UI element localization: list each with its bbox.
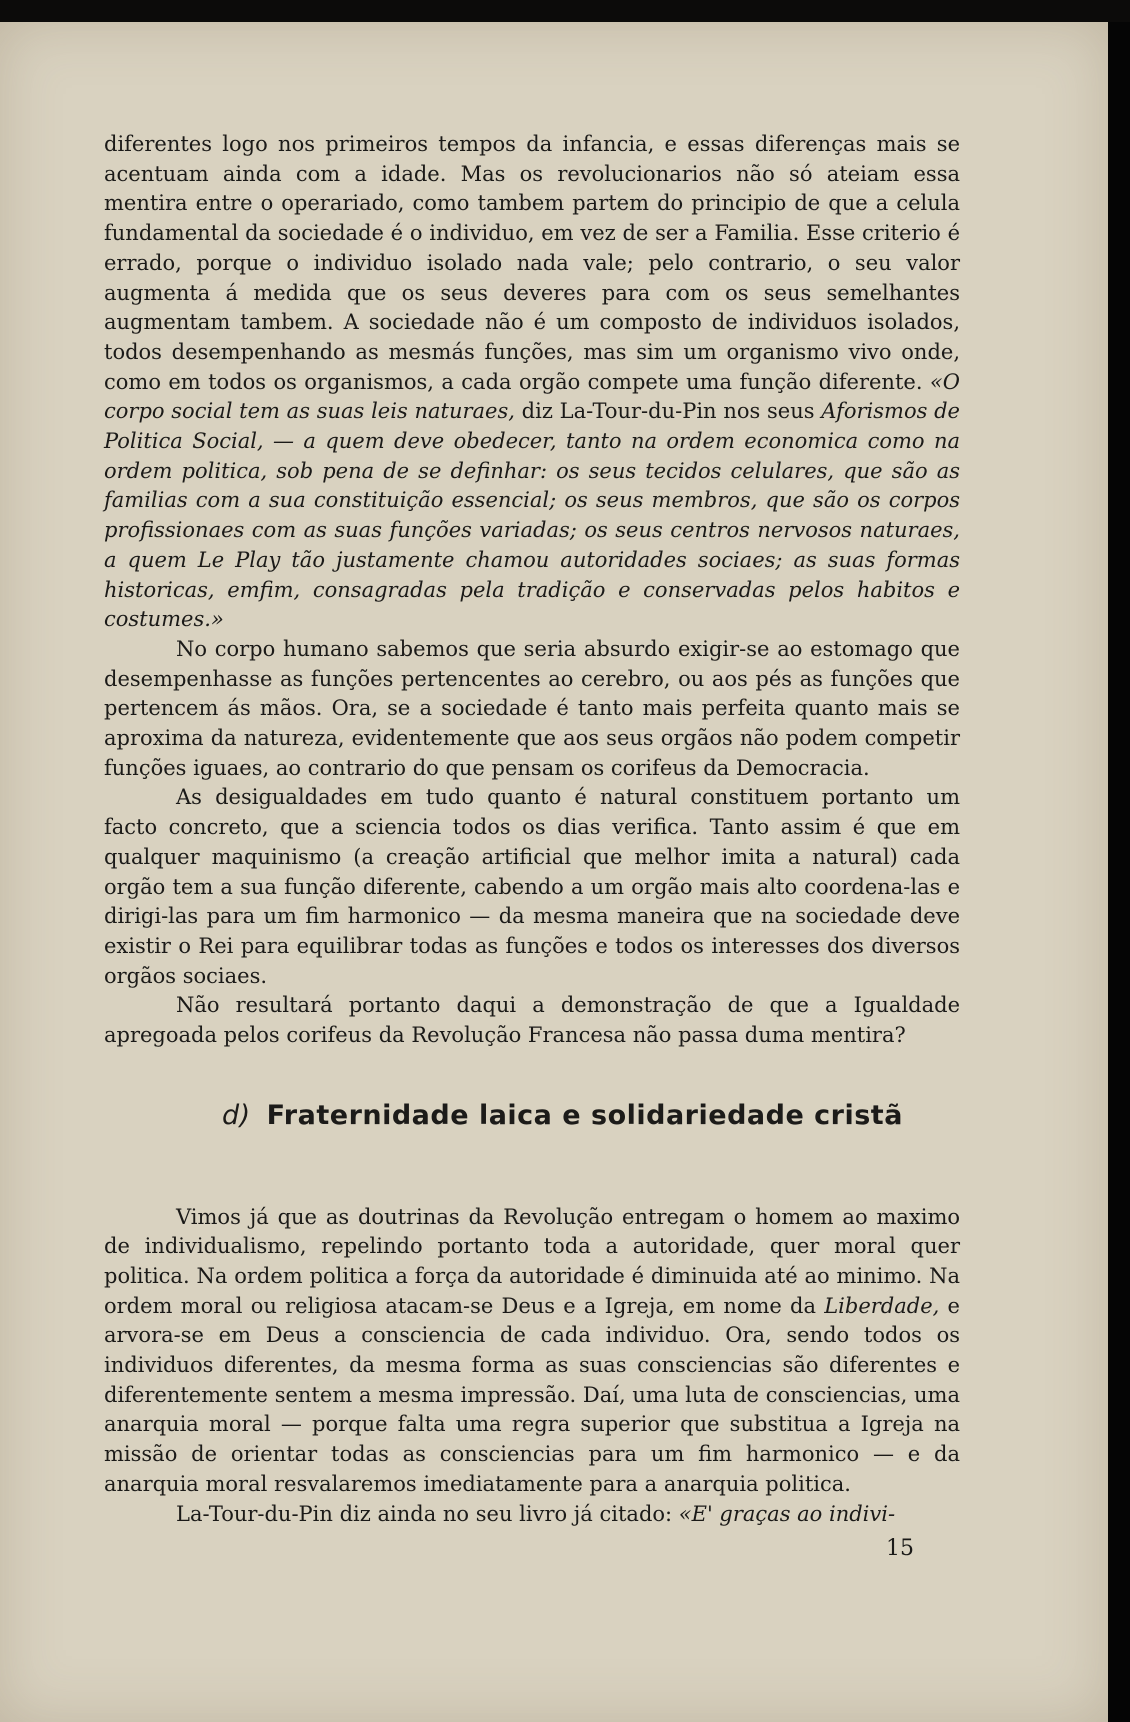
paragraph-1-attribution: diz La-Tour-du-Pin nos seus bbox=[521, 399, 815, 424]
quote-start: «O corpo social tem as suas leis naturaes, bbox=[104, 369, 960, 424]
paragraph-5-text-a: Vimos já que as doutrinas da Revolução entregam o homem ao maximo de individualismo, repelindo portanto toda a autoridade, quer moral quer politica. Na ordem politica a força da autoridade é diminuida até ao minimo. Na ordem moral ou religiosa atacam-se Deus e a Igreja, em nome da bbox=[104, 1204, 960, 1318]
paragraph-1-text: diferentes logo nos primeiros tempos da infancia, e essas diferenças mais se acentuam ainda com a idade. Mas os revolucionarios não só ateiam essa mentira entre o operariado, como tambem partem do principio de que a celula fundamental da sociedade é o individuo, em vez de ser a Familia. Esse criterio é errado, porque o individuo isolado nada vale; pelo contrario, o seu valor augmenta á medida que os seus deveres para com os seus semelhantes augmentam tambem. A sociedade não é um composto de individuos isolados, todos desempenhando as mesmás funções, mas sim um organismo vivo onde, como em todos os organismos, a cada orgão compete uma função diferente. bbox=[104, 132, 960, 394]
paragraph-4: Não resultará portanto daqui a demonstração de que a Igualdade apregoada pelos corifeus da Revolução Francesa não passa duma mentira? bbox=[104, 993, 960, 1048]
paragraph-3: As desigualdades em tudo quanto é natural constituem portanto um facto concreto, que a sciencia todos os dias verifica. Tanto assim é que em qualquer maquinismo (a creação artificial que melhor imita a natural) cada orgão tem a sua função diferente, cabendo a um orgão mais alto coordena-las e dirigi-las para um fim harmonico — da mesma maneira que na sociedade deve existir o Rei para equilibrar todas as funções e todos os interesses dos diversos orgãos sociaes. bbox=[104, 785, 960, 988]
paragraph-5 bbox=[104, 1203, 960, 1500]
section-heading bbox=[104, 1101, 960, 1131]
paragraph-5-liberdade: Liberdade, bbox=[824, 1293, 940, 1318]
page-number: 15 bbox=[886, 1536, 914, 1561]
paragraph-6 bbox=[104, 1500, 960, 1530]
quote-aforismos: Aforismos de Politica Social, — a quem deve obedecer, tanto na ordem economica como na ordem politica, sob pena de se definhar: os seus tecidos celulares, que são as familias com a sua constituição essencial; os seus membros, que são os corpos profissionaes com as suas funções variadas; os seus centros nervosos naturaes, a quem Le Play tão justamente chamou autoridades sociaes; as suas formas historicas, emfim, consagradas pela tradição e conservadas pelos habitos e costumes.» bbox=[104, 399, 960, 632]
paragraph-1 bbox=[104, 130, 960, 635]
paragraph-2: No corpo humano sabemos que seria absurdo exigir-se ao estomago que desempenhasse as funções pertencentes ao cerebro, ou aos pés as funções que pertencem ás mãos. Ora, se a sociedade é tanto mais perfeita quanto mais se aproxima da natureza, evidentemente que aos seus orgãos não podem competir funções iguaes, ao contrario do que pensam os corifeus da Democracia. bbox=[104, 636, 960, 780]
page-edge bbox=[1108, 22, 1130, 1722]
body-text bbox=[104, 130, 960, 1529]
section-heading-text: Fraternidade laica e solidariedade cristã bbox=[266, 1099, 903, 1131]
paragraph-6-text: La-Tour-du-Pin diz ainda no seu livro já citado: bbox=[176, 1501, 673, 1526]
paragraph-6-quote: «E' graças ao indivi- bbox=[678, 1501, 896, 1526]
section-heading-label: d) bbox=[222, 1099, 251, 1131]
paragraph-5-text-b: e arvora-se em Deus a consciencia de cada individuo. Ora, sendo todos os individuos diferentes, da mesma forma as suas consciencias são diferentes e diferentemente sentem a mesma impressão. Daí, uma luta de consciencias, uma anarquia moral — porque falta uma regra superior que substitua a Igreja na missão de orientar todas as consciencias para um fim harmonico — e da anarquia moral resvalaremos imediatamente para a anarquia politica. bbox=[104, 1293, 960, 1496]
